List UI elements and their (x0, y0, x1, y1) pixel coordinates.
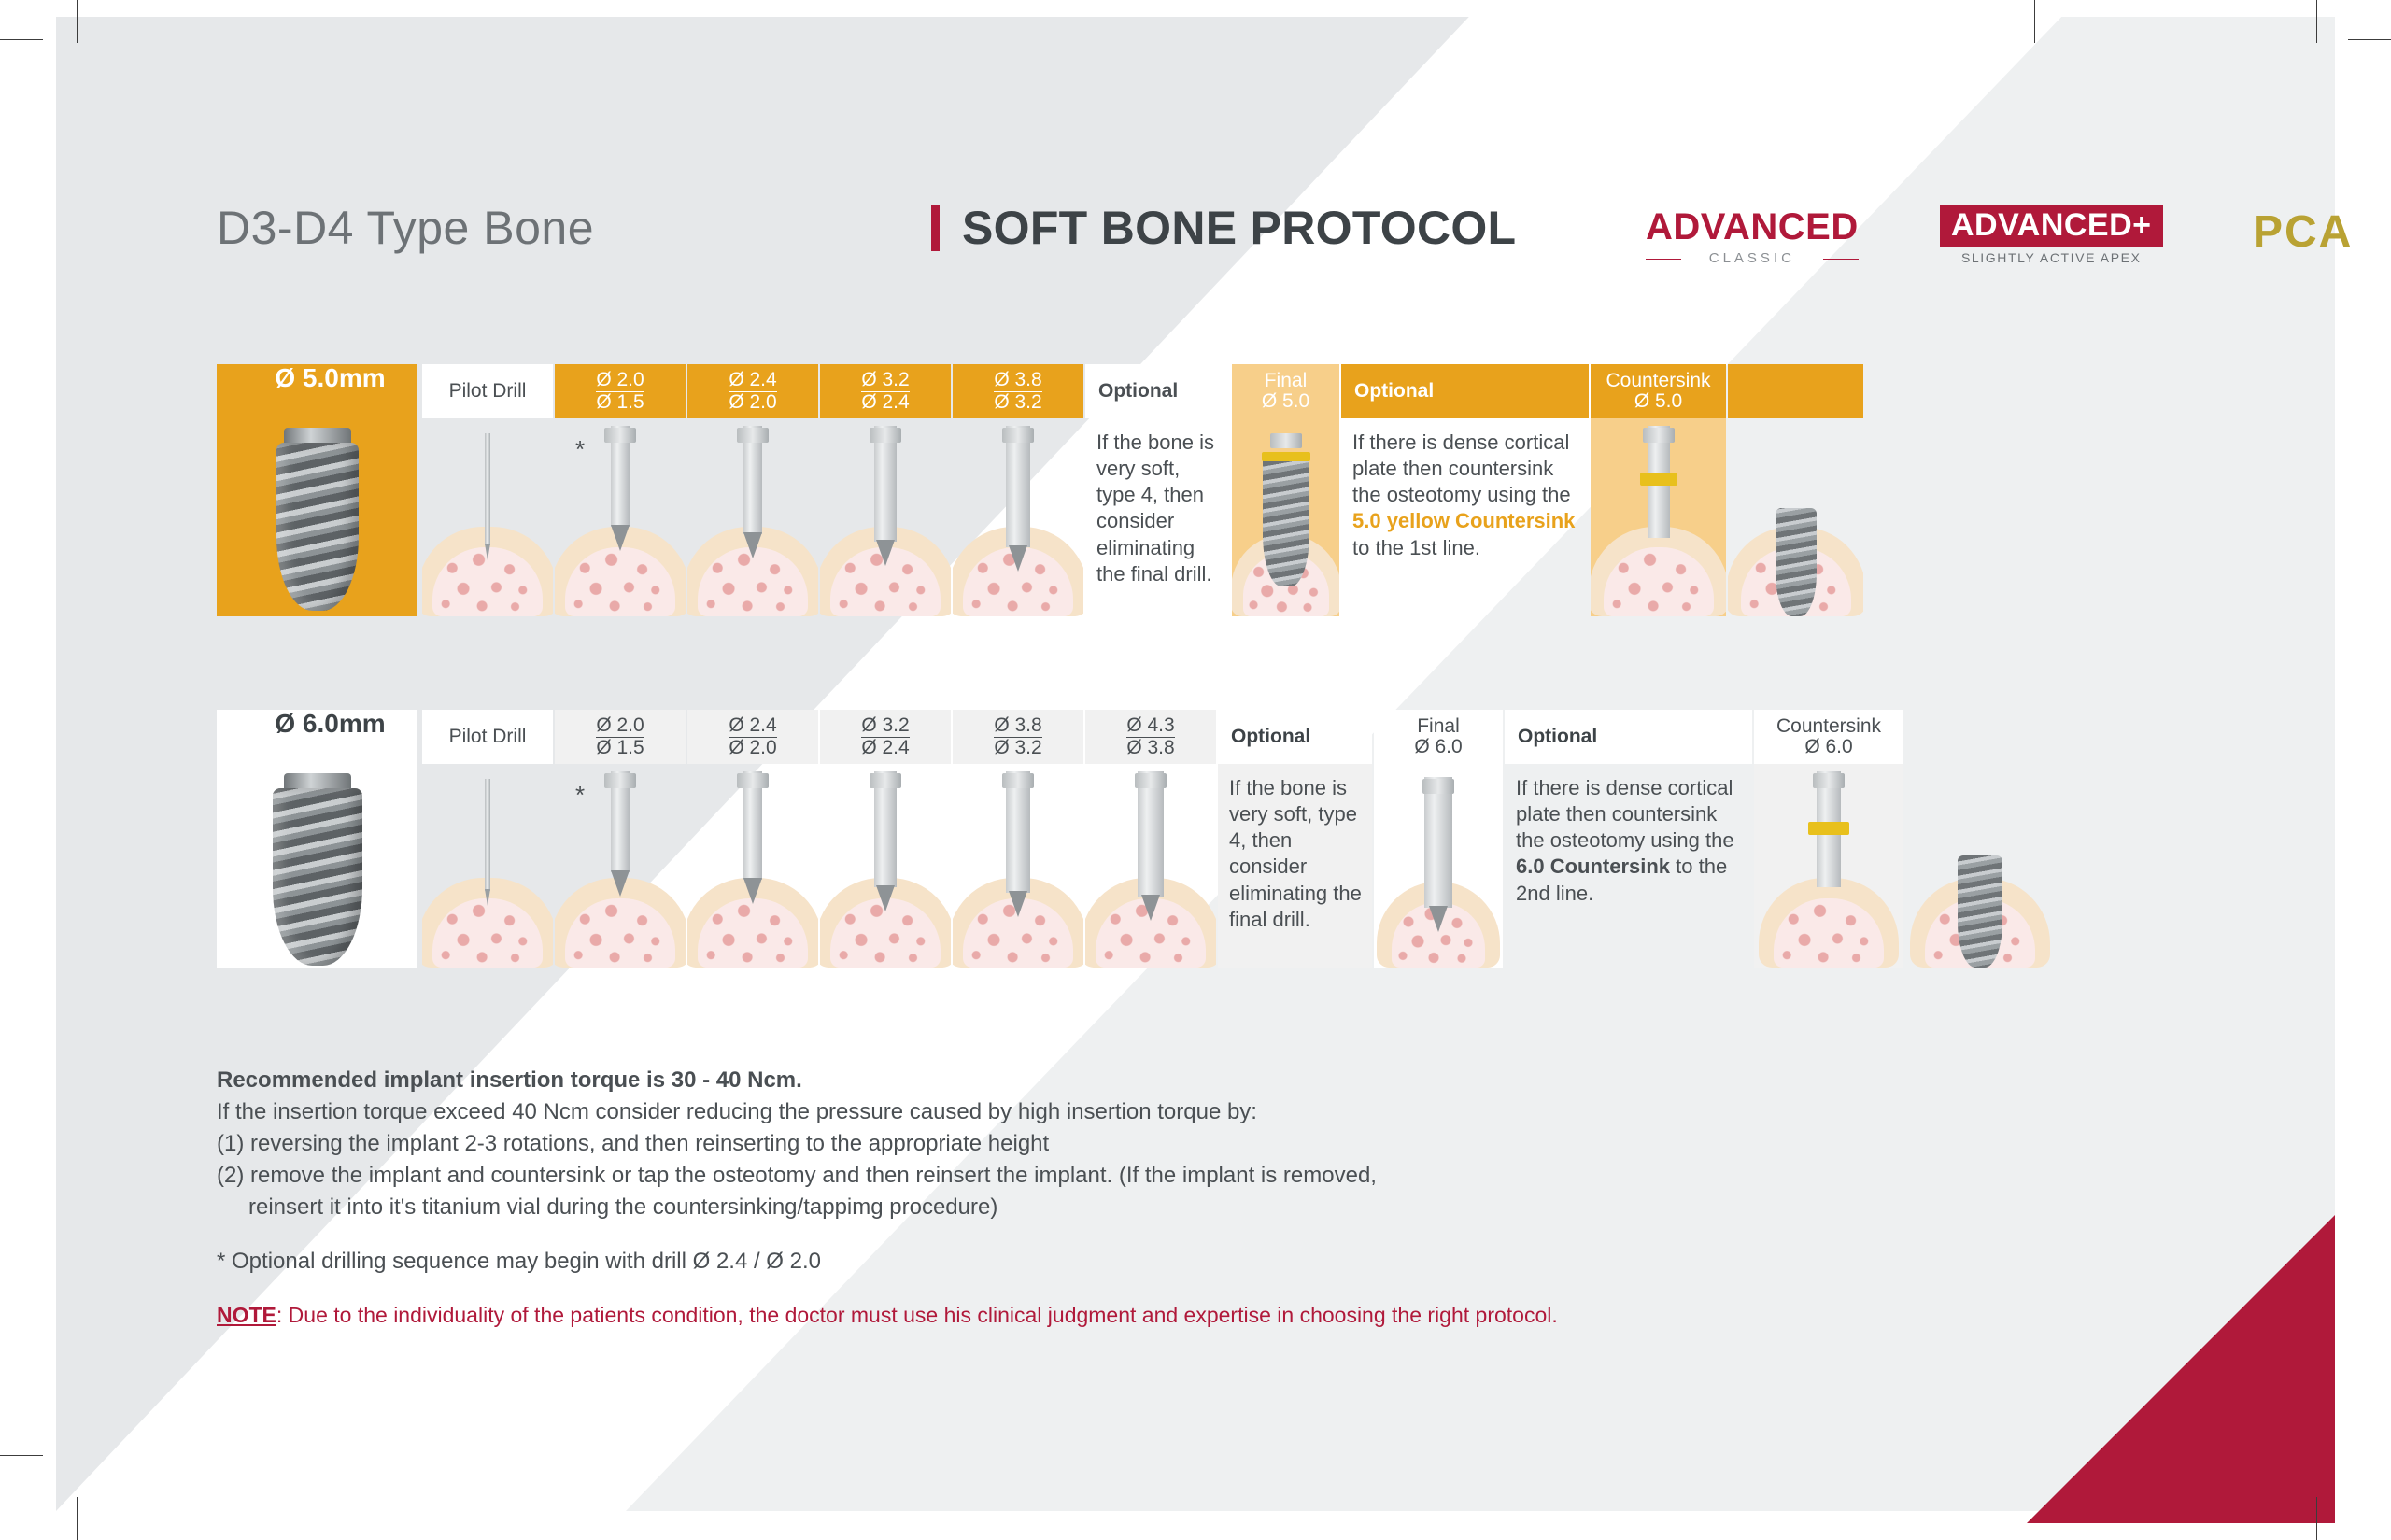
page-title-right: SOFT BONE PROTOCOL (962, 202, 1517, 254)
note-dense-plate-5mm (1341, 418, 1589, 616)
crop-mark (77, 1497, 78, 1540)
column-header-bottom: Ø 2.4 (861, 391, 910, 413)
column-header-top: Ø 3.8 (994, 370, 1041, 392)
note-text-post: to the 1st line. (1352, 535, 1480, 559)
protocol-table-5mm (217, 364, 2141, 626)
header-optional-2-6mm: Optional (1505, 710, 1752, 764)
column-header-bottom: Ø 2.0 (729, 391, 777, 413)
column-header-top: Ø 4.3 (1126, 715, 1174, 738)
footer-line-1: Recommended implant insertion torque is 30 - 40 Ncm. (217, 1067, 802, 1093)
column-header-text: Pilot Drill (448, 379, 527, 402)
illustration-countersink-6mm (1754, 764, 1903, 968)
drill-hub (1002, 773, 1034, 788)
column-header-top: Ø 3.2 (861, 715, 909, 738)
drill-graphic (874, 771, 897, 887)
implant-size-label-5mm: Ø 5.0mm (217, 364, 417, 418)
header-countersink-6mm (1754, 710, 1903, 764)
crop-mark (77, 0, 78, 43)
column-header-top: Ø 3.8 (994, 715, 1041, 738)
header-final-5mm (1232, 364, 1339, 418)
implant-graphic (217, 764, 417, 968)
implant-thumbnail-5mm (217, 418, 417, 616)
header-optional-2-5mm: Optional (1341, 364, 1589, 418)
illustration-drill-1-5mm (555, 418, 686, 616)
implant-thumbnail-6mm (217, 764, 417, 968)
illustration-pilot-drill-5mm (422, 418, 553, 616)
note-text-pre: If there is dense cortical plate then countersink the osteotomy using the (1516, 776, 1734, 853)
illustration-drill-4-6mm (953, 764, 1083, 968)
drill-tip (1009, 545, 1027, 572)
drill-tip (743, 878, 762, 904)
driver-hub (1270, 433, 1302, 448)
header-countersink-top: Countersink (1606, 369, 1711, 391)
title-divider-bar (931, 205, 940, 251)
drill-hub (870, 428, 901, 443)
drill-graphic (1006, 771, 1030, 893)
footer-line-2: If the insertion torque exceed 40 Ncm consider reducing the pressure caused by high insertion torque by: (217, 1099, 1257, 1125)
crop-mark (0, 1455, 43, 1456)
logo-pca: PCA (2253, 207, 2354, 257)
column-header-bottom: Ø 2.4 (861, 737, 910, 758)
note-soft-bone-5mm: If the bone is very soft, type 4, then consider eliminating the final drill. (1096, 431, 1214, 586)
drill-hub (1422, 779, 1454, 794)
illustration-drill-2-5mm (687, 418, 818, 616)
drill-tip (611, 870, 630, 897)
column-header-text: Pilot Drill (448, 725, 527, 747)
illustration-final-6mm (1374, 764, 1503, 968)
drill-tip (743, 532, 762, 558)
header-optional-1-5mm: Optional (1085, 364, 1230, 418)
column-header-top: Ø 3.2 (861, 370, 909, 392)
drill-graphic (743, 426, 762, 534)
logo-advanced-sub: CLASSIC (1646, 250, 1859, 266)
implant-graphic (217, 418, 417, 616)
column-header-bottom: Ø 3.2 (994, 737, 1042, 758)
note-dense-plate-6mm (1505, 764, 1752, 968)
page-header (217, 201, 2354, 266)
header-countersink-bottom: Ø 6.0 (1804, 736, 1853, 757)
drill-tip (1429, 906, 1448, 932)
column-header-bottom: Ø 1.5 (596, 391, 644, 413)
drill-hub (1135, 773, 1167, 788)
column-header-drill-3 (820, 364, 951, 418)
column-header-top: Ø 2.0 (596, 715, 644, 738)
note-soft-bone-6mm: If the bone is very soft, type 4, then consider eliminating the final drill. (1218, 764, 1372, 968)
illustration-drill-3-6mm (820, 764, 951, 968)
header-countersink-5mm (1591, 364, 1726, 418)
note-text-post: to the 2nd line. (1516, 855, 1728, 905)
final-drill-graphic (1424, 777, 1452, 908)
drill-hub (737, 428, 769, 443)
crop-mark (2316, 1497, 2317, 1540)
illustration-countersink-5mm (1591, 418, 1726, 616)
logo-advanced-plus-sub: SLIGHTLY ACTIVE APEX (1960, 250, 2142, 265)
column-header-pilot-drill-6mm (422, 710, 553, 764)
column-header-drill-1 (555, 364, 686, 418)
drill-graphic (611, 426, 630, 527)
illustration-drill-5-6mm (1085, 764, 1216, 968)
drill-graphic (874, 426, 897, 542)
yellow-ring-graphic (1640, 473, 1677, 486)
implant-placed-graphic (1776, 508, 1817, 616)
column-header-pilot-drill (422, 364, 553, 418)
drill-hub (1643, 428, 1675, 443)
drill-hub (604, 428, 636, 443)
asterisk-marker: * (575, 781, 586, 809)
logo-advanced-plus-word: ADVANCED+ (1940, 205, 2163, 247)
note-text-highlight: 5.0 yellow Countersink (1352, 509, 1576, 533)
illustration-drill-1-6mm (555, 764, 686, 968)
drill-hub (604, 773, 636, 788)
logo-advanced-classic (1646, 206, 1859, 266)
column-header-drill-1-6mm (555, 710, 686, 764)
note-text-highlight: 6.0 Countersink (1516, 855, 1671, 879)
column-header-drill-3-6mm (820, 710, 951, 764)
illustration-drill-2-6mm (687, 764, 818, 968)
header-final-bottom: Ø 5.0 (1261, 390, 1310, 412)
drill-graphic (1006, 426, 1030, 547)
header-spacer-5mm (1728, 364, 1863, 418)
footer-line-5: reinsert it into it's titanium vial during the countersinking/tappimg procedure) (248, 1194, 998, 1221)
footer-line-4: (2) remove the implant and countersink or tap the osteotomy and then reinsert the implant. (If the implant is removed, (217, 1163, 1377, 1189)
crop-mark (2316, 0, 2317, 43)
column-header-drill-5-6mm (1085, 710, 1216, 764)
illustration-pilot-drill-6mm (422, 764, 553, 968)
header-final-top: Final (1264, 369, 1308, 391)
header-final-top: Final (1417, 714, 1460, 737)
header-final-bottom: Ø 6.0 (1414, 736, 1463, 757)
header-countersink-bottom: Ø 5.0 (1634, 390, 1683, 412)
header-countersink-top: Countersink (1776, 714, 1882, 737)
implant-body (276, 443, 359, 611)
drill-graphic (1138, 771, 1164, 897)
asterisk-marker: * (575, 435, 586, 463)
drill-hub (1002, 428, 1034, 443)
drill-tip (1009, 891, 1027, 917)
footer-note-label: NOTE (217, 1303, 276, 1328)
column-header-bottom: Ø 1.5 (596, 737, 644, 758)
illustration-final-implant-5mm (1728, 418, 1863, 616)
yellow-ring-graphic (1808, 822, 1849, 835)
crop-mark (2348, 39, 2391, 40)
column-header-drill-2-6mm (687, 710, 818, 764)
footer-line-3: (1) reversing the implant 2-3 rotations, and then reinserting to the appropriate height (217, 1131, 1050, 1157)
column-header-bottom: Ø 2.0 (729, 737, 777, 758)
footer-note-red (217, 1300, 2085, 1331)
drill-hub (1813, 773, 1845, 788)
drill-tip (611, 525, 630, 551)
note-text-pre: If there is dense cortical plate then countersink the osteotomy using the (1352, 431, 1571, 507)
pilot-drill-graphic (485, 433, 490, 545)
column-header-drill-2 (687, 364, 818, 418)
logo-advanced-plus (1940, 205, 2163, 265)
column-header-top: Ø 2.4 (729, 370, 776, 392)
protocol-table-6mm (217, 710, 2141, 981)
footer-spacer (217, 1223, 2085, 1246)
footer-note-text: : Due to the individuality of the patients condition, the doctor must use his clinical judgment and expertise in choosing the right protocol. (276, 1303, 1558, 1328)
header-optional-1-6mm: Optional (1218, 710, 1372, 764)
drill-hub (870, 773, 901, 788)
column-header-bottom: Ø 3.8 (1126, 737, 1175, 758)
drill-hub (737, 773, 769, 788)
implant-placed-graphic (1958, 855, 2002, 968)
drill-graphic (743, 771, 762, 880)
column-header-bottom: Ø 3.2 (994, 391, 1042, 413)
yellow-ring-graphic (1262, 452, 1310, 461)
drill-graphic (611, 771, 630, 872)
footer-spacer-2 (217, 1278, 2085, 1300)
drill-tip (1141, 895, 1160, 921)
implant-size-label-6mm: Ø 6.0mm (217, 710, 417, 764)
implant-in-bone-graphic (1263, 456, 1309, 586)
page-title-left: D3-D4 Type Bone (217, 202, 595, 254)
column-header-drill-4 (953, 364, 1083, 418)
illustration-final-5mm (1232, 418, 1339, 616)
drill-tip (485, 889, 490, 906)
illustration-drill-4-5mm (953, 418, 1083, 616)
drill-tip (876, 540, 895, 566)
footer-notes (217, 1065, 2085, 1331)
drill-tip (876, 885, 895, 911)
column-header-top: Ø 2.0 (596, 370, 644, 392)
footer-optional-sequence: * Optional drilling sequence may begin with drill Ø 2.4 / Ø 2.0 (217, 1249, 822, 1275)
crop-mark (2034, 0, 2035, 43)
header-final-6mm (1374, 710, 1503, 764)
illustration-drill-3-5mm (820, 418, 951, 616)
column-header-top: Ø 2.4 (729, 715, 776, 738)
implant-body (273, 788, 362, 966)
logo-advanced-word: ADVANCED (1646, 206, 1859, 247)
pilot-drill-graphic (485, 779, 490, 891)
crop-mark (0, 39, 43, 40)
illustration-final-implant-6mm (1905, 764, 2055, 968)
drill-tip (485, 544, 490, 560)
column-header-drill-4-6mm (953, 710, 1083, 764)
